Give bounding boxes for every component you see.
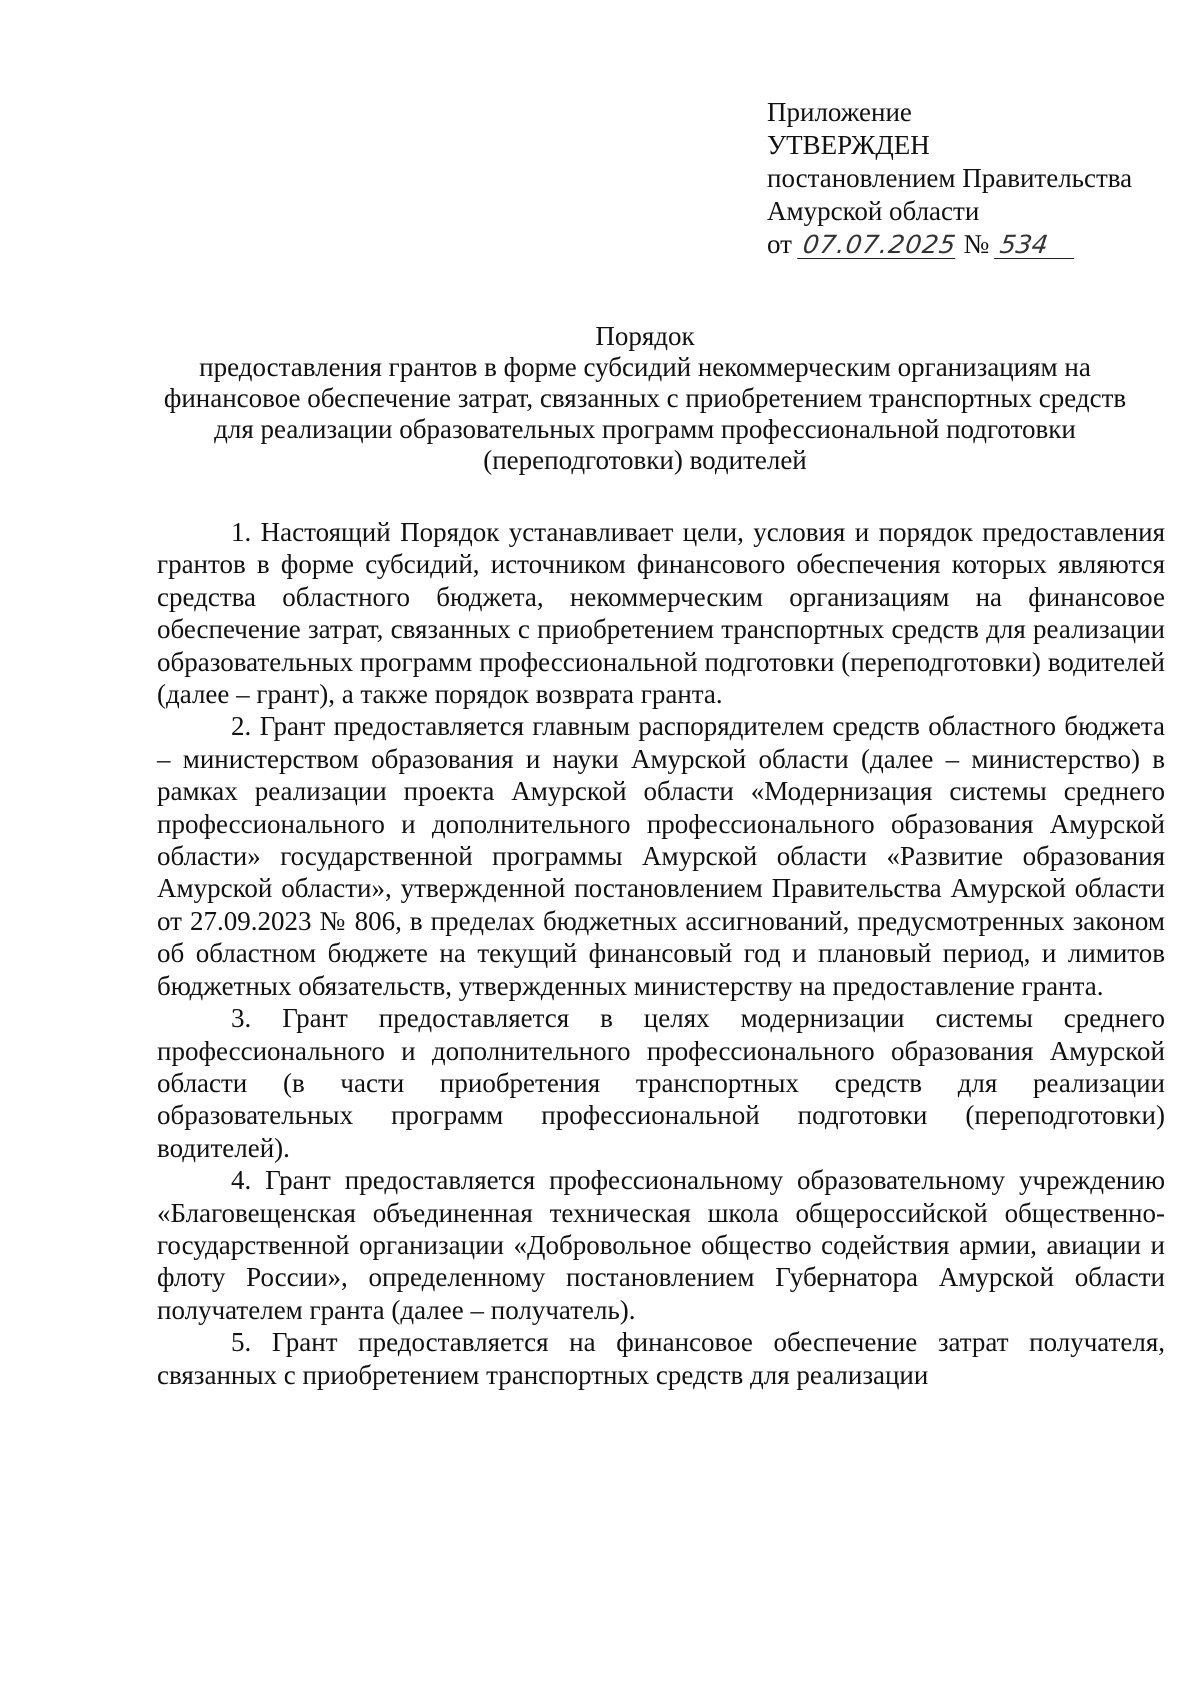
- approval-resolution-label: постановлением Правительства: [767, 163, 1133, 193]
- approval-date-line: [767, 228, 1167, 261]
- handwritten-date: 07.07.2025: [797, 232, 959, 259]
- paragraph-2: 2. Грант предоставляется главным распорядителем средств областного бюджета – министерством образования и науки Амурской области (далее – министерство) в рамках реализации проекта Амурской области «Модернизация системы среднего профессионального и дополнительного профессионального образования Амурской области» государственной программы Амурской области «Развитие образования Амурской области», утвержденной постановлением Правительства Амурской области от 27.09.2023 № 806, в пределах бюджетных ассигнований, предусмотренных законом об областном бюджете на текущий финансовый год и плановый период, и лимитов бюджетных обязательств, утвержденных министерству на предоставление гранта.: [157, 711, 1165, 1001]
- paragraph-4: 4. Грант предоставляется профессиональному образовательному учреждению «Благовещенская объединенная техническая школа общероссийской общественно-государственной организации «Добровольное общество содействия армии, авиации и флоту России», определенному постановлением Губернатора Амурской области получателем гранта (далее – получатель).: [157, 1165, 1165, 1325]
- approval-block: [767, 96, 1167, 261]
- number-sign: №: [963, 229, 990, 259]
- document-title: Порядок: [595, 321, 695, 351]
- date-prefix: от: [767, 229, 792, 259]
- paragraph-1: 1. Настоящий Порядок устанавливает цели, условия и порядок предоставления грантов в форме субсидий, источником финансового обеспечения которых являются средства областного бюджета, некоммерческим организациям на финансовое обеспечение затрат, связанных с приобретением транспортных средств для реализации образовательных программ профессиональной подготовки (переподготовки) водителей (далее – грант), а также порядок возврата гранта.: [157, 517, 1165, 710]
- document-body: [157, 516, 1165, 1391]
- approval-appendix-label: Приложение: [767, 97, 912, 127]
- approval-region-label: Амурской области: [767, 196, 980, 226]
- document-subtitle: предоставления грантов в форме субсидий некоммерческим организациям на финансовое обеспечение затрат, связанных с приобретением транспортных средств для реализации образовательных программ профессиональной подготовки (переподготовки) водителей: [163, 352, 1127, 475]
- paragraph-3: 3. Грант предоставляется в целях модернизации системы среднего профессионального и дополнительного профессионального образования Амурской области (в части приобретения транспортных средств для реализации образовательных программ профессиональной подготовки (переподготовки) водителей).: [157, 1003, 1165, 1163]
- handwritten-number: 534: [994, 232, 1078, 259]
- approval-approved-label: УТВЕРЖДЕН: [767, 130, 930, 160]
- paragraph-5: 5. Грант предоставляется на финансовое обеспечение затрат получателя, связанных с приобретением транспортных средств для реализации: [157, 1327, 1165, 1390]
